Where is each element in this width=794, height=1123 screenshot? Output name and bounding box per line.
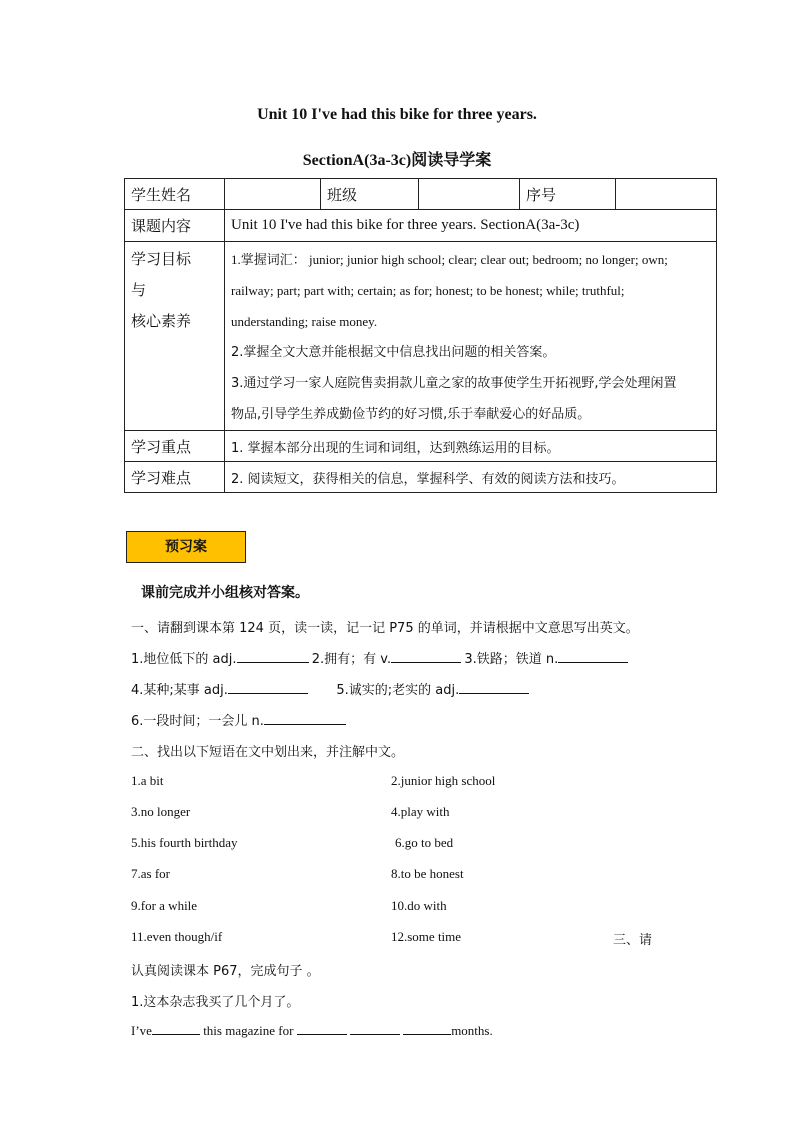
goal-line: 2.掌握全文大意并能根据文中信息找出问题的相关答案。 (231, 345, 556, 360)
answer-blank[interactable] (264, 712, 346, 725)
vocab-q2: 2.拥有；有 v. (311, 652, 392, 667)
answer-blank[interactable] (391, 650, 461, 663)
goals-label: 学习目标 与 核心素养 (125, 242, 225, 431)
preview-section-badge: 预习案 (126, 531, 246, 563)
preview-intro: 课前完成并小组核对答案。 (141, 585, 309, 601)
vocab-q5: 5.诚实的;老实的 adj. (336, 683, 460, 698)
sentence-fragment: I’ve (131, 1023, 152, 1038)
goal-line: railway; part; part with; certain; as for; honest; to be honest; while; truthful; (231, 283, 625, 298)
focus-value: 1. 掌握本部分出现的生词和词组，达到熟练运用的目标。 (225, 431, 717, 462)
phrase-item: 8.to be honest (391, 866, 464, 881)
phrase-item: 4.play with (391, 804, 450, 819)
answer-blank[interactable] (237, 650, 309, 663)
sentence-fragment: months. (451, 1023, 493, 1038)
phrase-item: 2.junior high school (391, 773, 496, 788)
phrase-item: 11.even though/if (131, 929, 223, 944)
focus-label: 学习重点 (125, 431, 225, 462)
section-3-title-rest: 认真阅读课本 P67，完成句子 。 (131, 964, 320, 979)
document-subtitle: SectionA(3a-3c)阅读导学案 (302, 152, 492, 169)
vocab-row-1 (131, 648, 628, 667)
answer-blank[interactable] (297, 1022, 347, 1035)
section-3-title-start: 三、请 (613, 933, 653, 948)
goals-content (225, 242, 717, 431)
sentence-fragment: this magazine for (203, 1023, 294, 1038)
answer-blank[interactable] (403, 1022, 451, 1035)
phrase-item: 9.for a while (131, 898, 198, 913)
section-1-title: 一、请翻到课本第 124 页，读一读，记一记 P75 的单词，并请根据中文意思写出英文。 (131, 621, 639, 636)
answer-blank[interactable] (228, 681, 308, 694)
document-title: Unit 10 I've had this bike for three years. (257, 106, 537, 123)
vocab-row-3 (131, 710, 346, 729)
vocab-q1: 1.地位低下的 adj. (131, 652, 237, 667)
vocab-q3: 3.铁路；铁道 n. (464, 652, 559, 667)
phrase-item: 3.no longer (131, 804, 191, 819)
topic-value: Unit 10 I've had this bike for three years. SectionA(3a-3c) (225, 210, 717, 242)
vocab-q4: 4.某种;某事 adj. (131, 683, 228, 698)
info-table (124, 178, 717, 493)
student-name-field[interactable] (225, 179, 321, 210)
sentence-1-english (131, 1022, 493, 1039)
topic-label: 课题内容 (125, 210, 225, 242)
phrase-item: 7.as for (131, 866, 170, 881)
phrase-item: 1.a bit (131, 773, 164, 788)
difficulty-label: 学习难点 (125, 462, 225, 493)
goal-line: understanding; raise money. (231, 314, 378, 329)
sentence-1-chinese: 1.这本杂志我买了几个月了。 (131, 995, 300, 1010)
phrase-item: 12.some time (391, 929, 462, 944)
answer-blank[interactable] (459, 681, 529, 694)
number-label: 序号 (520, 179, 616, 210)
number-field[interactable] (616, 179, 717, 210)
vocab-row-2 (131, 679, 529, 698)
goal-line: 3.通过学习一家人庭院售卖捐款儿童之家的故事使学生开拓视野,学会处理闲置 (231, 376, 677, 391)
goal-line: 1.掌握词汇： junior; junior high school; clear; clear out; bedroom; no longer; own; (231, 252, 668, 267)
section-2-title: 二、找出以下短语在文中划出来，并注解中文。 (131, 745, 405, 760)
student-name-label: 学生姓名 (125, 179, 225, 210)
answer-blank[interactable] (350, 1022, 400, 1035)
answer-blank[interactable] (152, 1022, 200, 1035)
goal-line: 物品,引导学生养成勤俭节约的好习惯,乐于奉献爱心的好品质。 (231, 407, 591, 422)
class-label: 班级 (321, 179, 419, 210)
phrase-item: 5.his fourth birthday (131, 835, 238, 850)
difficulty-value: 2. 阅读短文，获得相关的信息，掌握科学、有效的阅读方法和技巧。 (225, 462, 717, 493)
vocab-q6: 6.一段时间；一会儿 n. (131, 714, 264, 729)
phrase-item: 10.do with (391, 898, 447, 913)
phrase-item: 6.go to bed (395, 835, 454, 850)
answer-blank[interactable] (558, 650, 628, 663)
class-field[interactable] (419, 179, 520, 210)
